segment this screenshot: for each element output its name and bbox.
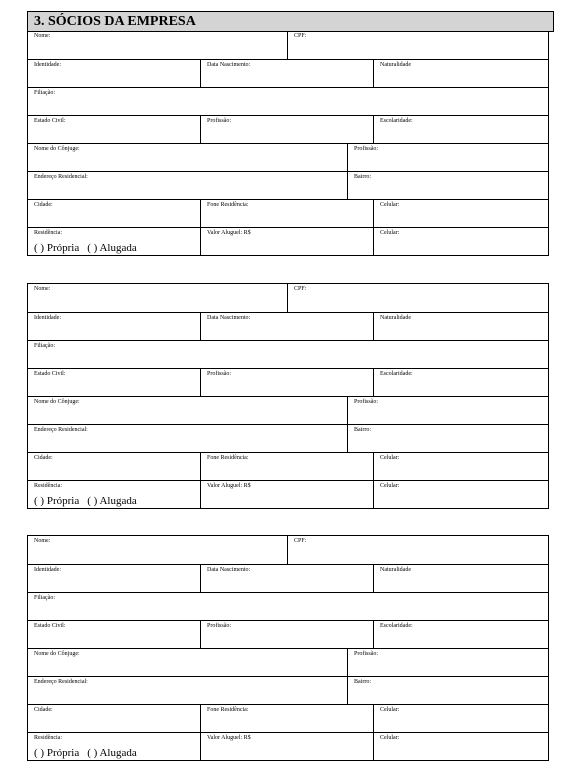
profissao-conjuge-field[interactable] xyxy=(347,144,548,171)
row-filiacao xyxy=(28,592,548,620)
propria-checkbox[interactable]: ( ) Própria xyxy=(34,242,80,254)
profissao-label: Profissão: xyxy=(207,371,231,377)
data-nascimento-field[interactable] xyxy=(200,565,373,592)
row-residencia xyxy=(28,227,548,255)
nome-field[interactable] xyxy=(28,536,287,564)
data-nascimento-label: Data Nascimento: xyxy=(207,567,251,573)
estado-civil-label: Estado Civil: xyxy=(34,371,66,377)
nome-label: Nome: xyxy=(34,538,51,544)
propria-checkbox[interactable]: ( ) Própria xyxy=(34,747,80,759)
estado-civil-field[interactable] xyxy=(28,621,200,648)
nome-conjuge-field[interactable] xyxy=(28,144,347,171)
row-estado-civil xyxy=(28,368,548,396)
nome-conjuge-field[interactable] xyxy=(28,397,347,424)
row-estado-civil xyxy=(28,115,548,143)
fone-residencia-field[interactable] xyxy=(200,705,373,732)
fone-residencia-field[interactable] xyxy=(200,200,373,227)
propria-checkbox[interactable]: ( ) Própria xyxy=(34,495,80,507)
estado-civil-label: Estado Civil: xyxy=(34,623,66,629)
naturalidade-label: Naturalidade xyxy=(380,315,411,321)
row-cidade xyxy=(28,199,548,227)
endereco-field[interactable] xyxy=(28,172,347,199)
cidade-field[interactable] xyxy=(28,453,200,480)
valor-aluguel-field[interactable] xyxy=(200,228,373,255)
valor-aluguel-field[interactable] xyxy=(200,481,373,508)
identidade-field[interactable] xyxy=(28,565,200,592)
escolaridade-label: Escolaridade: xyxy=(380,623,413,629)
endereco-field[interactable] xyxy=(28,677,347,704)
cpf-label: CPF: xyxy=(294,538,307,544)
identidade-field[interactable] xyxy=(28,60,200,87)
celular2-field[interactable] xyxy=(373,228,548,255)
celular-field[interactable] xyxy=(373,705,548,732)
profissao-label: Profissão: xyxy=(207,623,231,629)
celular2-field[interactable] xyxy=(373,733,548,760)
data-nascimento-field[interactable] xyxy=(200,60,373,87)
fone-residencia-field[interactable] xyxy=(200,453,373,480)
data-nascimento-label: Data Nascimento: xyxy=(207,315,251,321)
residencia-label: Residência: xyxy=(34,735,62,741)
residence-options xyxy=(34,747,145,759)
row-identidade xyxy=(28,312,548,340)
naturalidade-label: Naturalidade xyxy=(380,567,411,573)
nome-field[interactable] xyxy=(28,31,287,59)
estado-civil-field[interactable] xyxy=(28,369,200,396)
profissao-field[interactable] xyxy=(200,369,373,396)
nome-conjuge-label: Nome do Cônjuge: xyxy=(34,399,80,405)
naturalidade-field[interactable] xyxy=(373,565,548,592)
celular-field[interactable] xyxy=(373,453,548,480)
celular-label: Celular: xyxy=(380,707,400,713)
bairro-field[interactable] xyxy=(347,425,548,452)
bairro-label: Bairro: xyxy=(354,427,371,433)
residence-options xyxy=(34,242,145,254)
fone-residencia-label: Fone Residência: xyxy=(207,707,249,713)
cidade-field[interactable] xyxy=(28,200,200,227)
filiacao-label: Filiação: xyxy=(34,343,55,349)
row-identidade xyxy=(28,59,548,87)
celular-field[interactable] xyxy=(373,200,548,227)
row-endereco xyxy=(28,676,548,704)
row-conjuge xyxy=(28,648,548,676)
cidade-label: Cidade: xyxy=(34,707,53,713)
row-filiacao xyxy=(28,87,548,115)
bairro-label: Bairro: xyxy=(354,174,371,180)
valor-aluguel-label: Valor Aluguel: R$ xyxy=(207,483,251,489)
residencia-field[interactable] xyxy=(28,481,200,508)
filiacao-field[interactable] xyxy=(28,88,548,115)
cpf-field[interactable] xyxy=(287,31,548,59)
residencia-label: Residência: xyxy=(34,483,62,489)
row-nome-cpf xyxy=(28,536,548,564)
row-conjuge xyxy=(28,396,548,424)
cpf-label: CPF: xyxy=(294,33,307,39)
identidade-field[interactable] xyxy=(28,313,200,340)
profissao-conjuge-label: Profissão: xyxy=(354,651,378,657)
endereco-label: Endereço Residencial: xyxy=(34,174,88,180)
profissao-field[interactable] xyxy=(200,116,373,143)
cpf-field[interactable] xyxy=(287,536,548,564)
row-endereco xyxy=(28,424,548,452)
profissao-conjuge-label: Profissão: xyxy=(354,399,378,405)
row-nome-cpf xyxy=(28,284,548,312)
partner-block-2 xyxy=(27,283,549,509)
row-residencia xyxy=(28,480,548,508)
cpf-label: CPF: xyxy=(294,286,307,292)
filiacao-field[interactable] xyxy=(28,341,548,368)
row-conjuge xyxy=(28,143,548,171)
escolaridade-field[interactable] xyxy=(373,621,548,648)
row-nome-cpf xyxy=(28,31,548,59)
celular2-label: Celular: xyxy=(380,735,400,741)
estado-civil-label: Estado Civil: xyxy=(34,118,66,124)
alugada-checkbox[interactable]: ( ) Alugada xyxy=(87,242,137,254)
alugada-checkbox[interactable]: ( ) Alugada xyxy=(87,495,137,507)
filiacao-field[interactable] xyxy=(28,593,548,620)
residence-options xyxy=(34,495,145,507)
identidade-label: Identidade: xyxy=(34,567,61,573)
profissao-conjuge-label: Profissão: xyxy=(354,146,378,152)
valor-aluguel-label: Valor Aluguel: R$ xyxy=(207,230,251,236)
row-filiacao xyxy=(28,340,548,368)
profissao-label: Profissão: xyxy=(207,118,231,124)
residencia-field[interactable] xyxy=(28,228,200,255)
valor-aluguel-label: Valor Aluguel: R$ xyxy=(207,735,251,741)
row-cidade xyxy=(28,452,548,480)
row-estado-civil xyxy=(28,620,548,648)
partner-block-1 xyxy=(27,31,549,256)
row-identidade xyxy=(28,564,548,592)
celular-label: Celular: xyxy=(380,202,400,208)
escolaridade-field[interactable] xyxy=(373,369,548,396)
residencia-label: Residência: xyxy=(34,230,62,236)
endereco-label: Endereço Residencial: xyxy=(34,679,88,685)
celular2-label: Celular: xyxy=(380,483,400,489)
nome-conjuge-label: Nome do Cônjuge: xyxy=(34,146,80,152)
nome-label: Nome: xyxy=(34,286,51,292)
profissao-field[interactable] xyxy=(200,621,373,648)
nome-conjuge-label: Nome do Cônjuge: xyxy=(34,651,80,657)
fone-residencia-label: Fone Residência: xyxy=(207,455,249,461)
bairro-label: Bairro: xyxy=(354,679,371,685)
celular2-field[interactable] xyxy=(373,481,548,508)
nome-label: Nome: xyxy=(34,33,51,39)
identidade-label: Identidade: xyxy=(34,62,61,68)
cidade-label: Cidade: xyxy=(34,202,53,208)
identidade-label: Identidade: xyxy=(34,315,61,321)
data-nascimento-field[interactable] xyxy=(200,313,373,340)
nome-conjuge-field[interactable] xyxy=(28,649,347,676)
section-title: 3. SÓCIOS DA EMPRESA xyxy=(27,11,554,32)
alugada-checkbox[interactable]: ( ) Alugada xyxy=(87,747,137,759)
estado-civil-field[interactable] xyxy=(28,116,200,143)
filiacao-label: Filiação: xyxy=(34,90,55,96)
naturalidade-label: Naturalidade xyxy=(380,62,411,68)
endereco-field[interactable] xyxy=(28,425,347,452)
bairro-field[interactable] xyxy=(347,172,548,199)
escolaridade-label: Escolaridade: xyxy=(380,118,413,124)
data-nascimento-label: Data Nascimento: xyxy=(207,62,251,68)
row-endereco xyxy=(28,171,548,199)
profissao-conjuge-field[interactable] xyxy=(347,649,548,676)
naturalidade-field[interactable] xyxy=(373,313,548,340)
cidade-label: Cidade: xyxy=(34,455,53,461)
cidade-field[interactable] xyxy=(28,705,200,732)
escolaridade-field[interactable] xyxy=(373,116,548,143)
partner-block-3 xyxy=(27,535,549,761)
celular2-label: Celular: xyxy=(380,230,400,236)
filiacao-label: Filiação: xyxy=(34,595,55,601)
residencia-field[interactable] xyxy=(28,733,200,760)
nome-field[interactable] xyxy=(28,284,287,312)
celular-label: Celular: xyxy=(380,455,400,461)
valor-aluguel-field[interactable] xyxy=(200,733,373,760)
escolaridade-label: Escolaridade: xyxy=(380,371,413,377)
endereco-label: Endereço Residencial: xyxy=(34,427,88,433)
naturalidade-field[interactable] xyxy=(373,60,548,87)
bairro-field[interactable] xyxy=(347,677,548,704)
profissao-conjuge-field[interactable] xyxy=(347,397,548,424)
cpf-field[interactable] xyxy=(287,284,548,312)
row-cidade xyxy=(28,704,548,732)
fone-residencia-label: Fone Residência: xyxy=(207,202,249,208)
row-residencia xyxy=(28,732,548,760)
